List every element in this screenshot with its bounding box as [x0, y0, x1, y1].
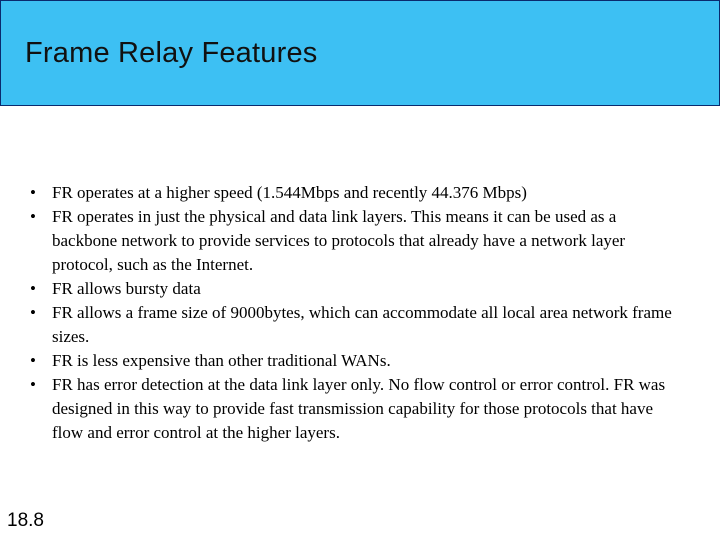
bullet-icon: • [30, 375, 36, 394]
bullet-item [30, 373, 680, 445]
page-number: 18.8 [7, 510, 44, 531]
bullet-list [30, 181, 680, 445]
bullet-item [30, 301, 680, 349]
bullet-text: FR is less expensive than other traditional WANs. [52, 351, 391, 370]
bullet-item [30, 181, 680, 205]
bullet-icon: • [30, 303, 36, 322]
bullet-text: FR operates at a higher speed (1.544Mbps and recently 44.376 Mbps) [52, 183, 527, 202]
bullet-item [30, 277, 680, 301]
bullet-text: FR allows bursty data [52, 279, 201, 298]
bullet-icon: • [30, 207, 36, 226]
bullet-icon: • [30, 351, 36, 370]
bullet-text: FR has error detection at the data link layer only. No flow control or error control. FR was designed in this way to provide fast transmission capability for those protocols that have flow and error control at the higher layers. [52, 375, 666, 442]
bullet-item [30, 349, 680, 373]
bullet-icon: • [30, 279, 36, 298]
slide-title: Frame Relay Features [25, 37, 318, 69]
bullet-item [30, 205, 680, 277]
bullet-text: FR operates in just the physical and data link layers. This means it can be used as a backbone network to provide services to protocols that already have a network layer protocol, such as the Internet. [52, 207, 626, 274]
bullet-text: FR allows a frame size of 9000bytes, which can accommodate all local area network frame sizes. [52, 303, 672, 346]
title-bar [0, 0, 720, 106]
bullet-icon: • [30, 183, 36, 202]
